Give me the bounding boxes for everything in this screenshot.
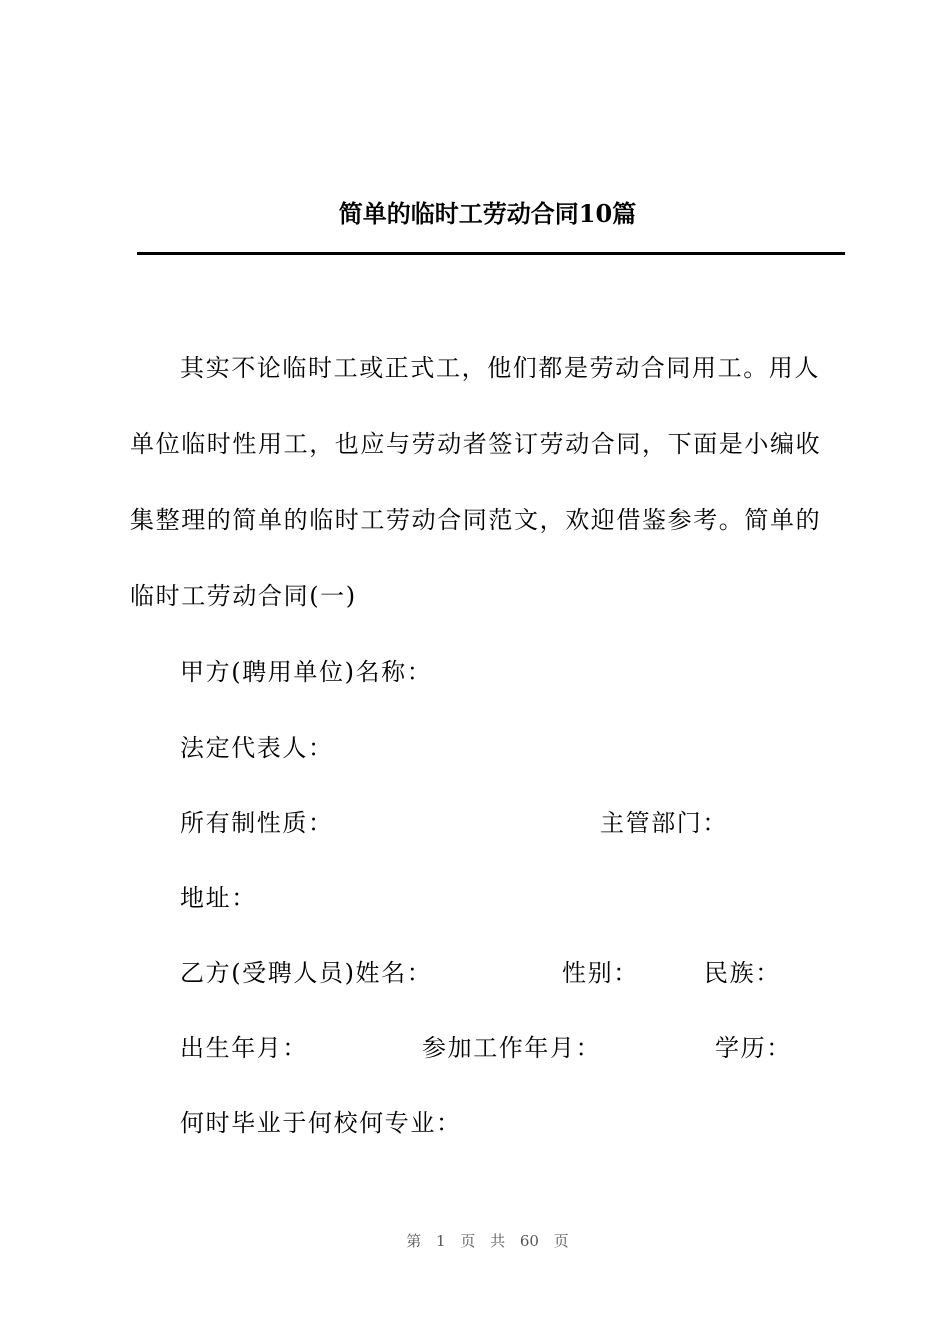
document-title: 简单的临时工劳动合同10篇	[338, 199, 637, 228]
graduation-label: 何时毕业于何校何专业：	[180, 1109, 462, 1137]
birth-date-label: 出生年月：	[180, 1034, 308, 1062]
intro-paragraph: 其实不论临时工或正式工，他们都是劳动合同用工。用人单位临时性用工，也应与劳动者签订劳动合同，下面是小编收集整理的简单的临时工劳动合同范文，欢迎借鉴参考。简单的临时工劳动合同(一)	[130, 354, 822, 610]
party-b-name-label: 乙方(受聘人员)姓名：	[180, 959, 433, 987]
title-divider	[137, 252, 845, 255]
address-label: 地址：	[180, 884, 257, 912]
work-start-label: 参加工作年月：	[422, 1034, 602, 1062]
gender-label: 性别：	[562, 959, 639, 987]
ownership-label: 所有制性质：	[180, 809, 334, 837]
legal-representative-label: 法定代表人：	[180, 734, 334, 762]
ethnicity-label: 民族：	[704, 959, 781, 987]
party-a-name-label: 甲方(聘用单位)名称：	[180, 658, 433, 686]
page-number-footer: 第 1 页 共 60 页	[406, 1232, 569, 1250]
education-label: 学历：	[715, 1034, 792, 1062]
department-label: 主管部门：	[600, 809, 728, 837]
